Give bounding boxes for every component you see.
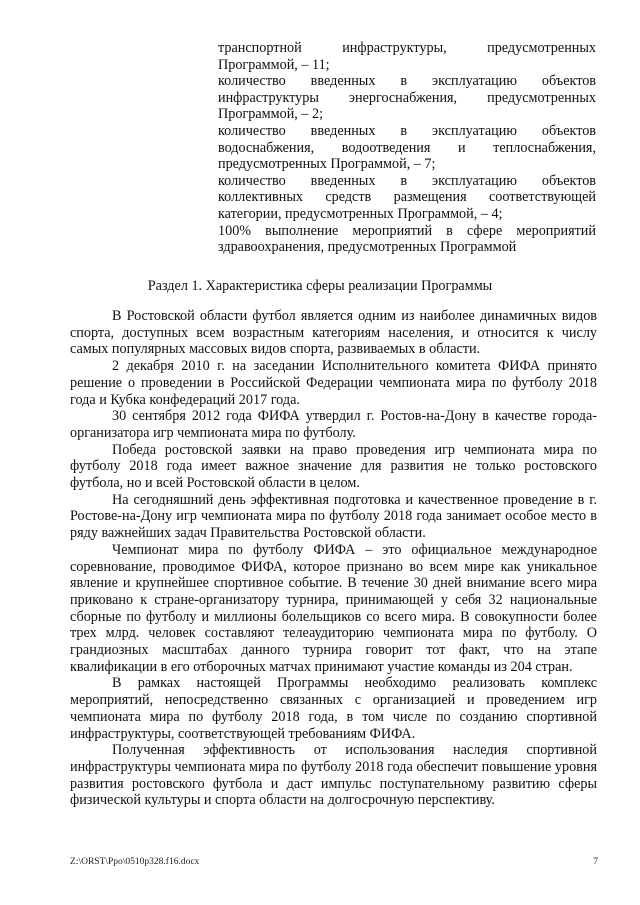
section-heading: Раздел 1. Характеристика сферы реализации Программы bbox=[147, 278, 493, 294]
paragraph: Полученная эффективность от использования наследия спортивной инфраструктуры чемпионата мира по футболу 2018 года обеспечит повышение уровня развития ростовского футбола и даст импульс поступательному развитию сферы физической культуры и спорта области на долгосрочную перспективу. bbox=[70, 742, 597, 809]
list-item: количество введенных в эксплуатацию объектов коллективных средств размещения соответствующей категории, предусмотренных Программой, – 4; bbox=[218, 172, 596, 222]
list-item: количество введенных в эксплуатацию объектов водоснабжения, водоотведения и теплоснабжения, предусмотренных Программой, – 7; bbox=[218, 122, 596, 173]
paragraph: Чемпионат мира по футболу ФИФА – это официальное международное соревнование, проводимое ФИФА, которое признано во всем мире как уникальное явление и крупнейшее спортивное событие. В течение 30 дней внимание всего мира приковано к стране-организатору турнира, принимающей у себя 32 национальные сборные по футболу и миллионы болельщиков со всего мира. В совокупности более трех млрд. человек составляют телеаудиторию чемпионата мира по футболу. О грандиозных масштабах данного турнира говорит тот факт, что на этапе квалификации в его отборочных матчах принимают участие команды из 204 стран. bbox=[70, 541, 597, 675]
footer-file-path: Z:\ORST\Ppo\0510p328.f16.docx bbox=[70, 857, 200, 867]
paragraph: В рамках настоящей Программы необходимо реализовать комплекс мероприятий, непосредственно связанных с организацией и проведением игр чемпионата мира по футболу 2018 года, в том числе по созданию спортивной инфраструктуры, соответствующей требованиям ФИФА. bbox=[70, 675, 597, 742]
list-item: 100% выполнение мероприятий в сфере мероприятий здравоохранения, предусмотренных Программой bbox=[218, 222, 596, 256]
paragraph: На сегодняшний день эффективная подготовка и качественное проведение в г. Ростове-на-Дону игр чемпионата мира по футболу 2018 года занимает особое место в ряду важнейших задач Правительства Ростовской области. bbox=[70, 491, 597, 542]
paragraph: 2 декабря 2010 г. на заседании Исполнительного комитета ФИФА принято решение о проведении в Российской Федерации чемпионата мира по футболу 2018 года и Кубка конфедераций 2017 года. bbox=[70, 358, 597, 408]
paragraph: Победа ростовской заявки на право проведения игр чемпионата мира по футболу 2018 года имеет важное значение для развития не только ростовского футбола, но и всей Ростовской области в целом. bbox=[70, 441, 597, 492]
list-item: количество введенных в эксплуатацию объектов инфраструктуры энергоснабжения, предусмотренных Программой, – 2; bbox=[218, 73, 596, 123]
list-item: транспортной инфраструктуры, предусмотренных Программой, – 11; bbox=[218, 40, 596, 73]
section-body bbox=[70, 308, 597, 809]
paragraph: 30 сентября 2012 года ФИФА утвердил г. Ростов-на-Дону в качестве города-организатора игр чемпионата мира по футболу. bbox=[70, 408, 597, 441]
footer-page-number: 7 bbox=[593, 857, 598, 867]
indicator-list bbox=[218, 40, 596, 256]
paragraph: В Ростовской области футбол является одним из наиболее динамичных видов спорта, доступных всем возрастным категориям населения, и относится к числу самых популярных массовых видов спорта, развиваемых в области. bbox=[70, 308, 597, 358]
